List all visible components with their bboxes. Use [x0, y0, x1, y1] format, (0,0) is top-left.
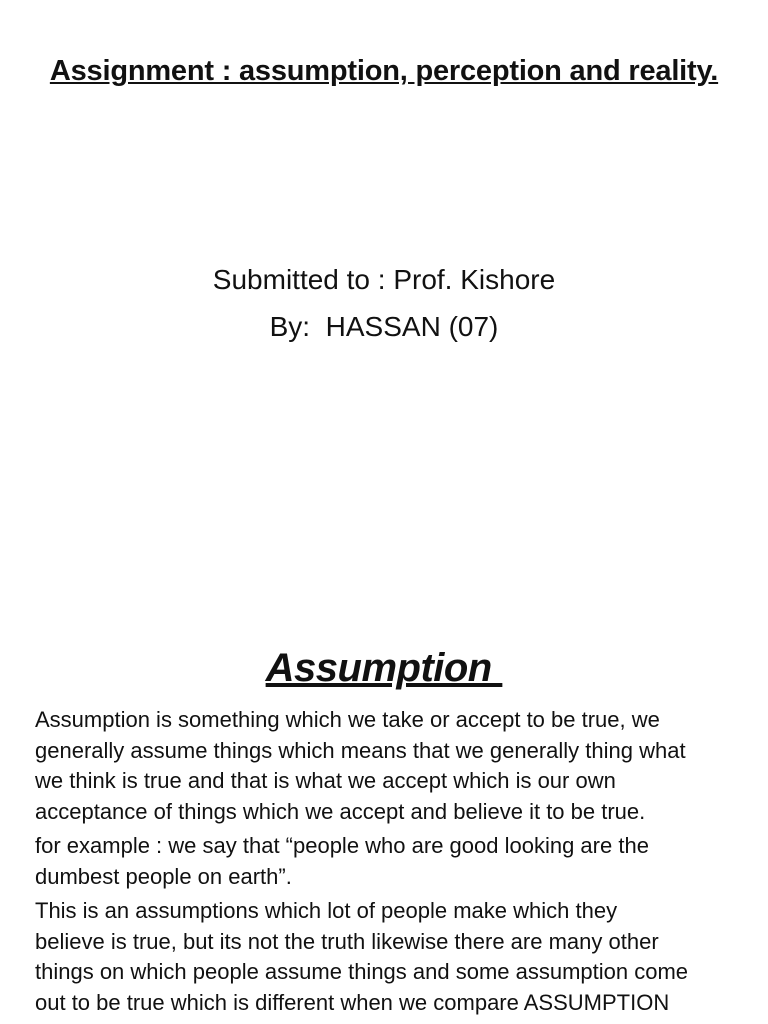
definition-paragraph: Assumption is something which we take or accept to be true, we generally assume things which means that we generally thing what we think is true and that is what we accept which is our own acceptance of things which we accept and believe it to be true.: [35, 707, 686, 824]
assumption-heading: Assumption: [265, 646, 503, 691]
explanation-paragraph: This is an assumptions which lot of people make which they believe is true, but its not the truth likewise there are many other things on which people assume things and some assumption come out to be true which is different when we compare ASSUMPTION: [35, 898, 689, 1015]
assumption-slide: [0, 576, 768, 1024]
example-paragraph: for example : we say that “people who are good looking are the dumbest people on earth”.: [35, 833, 649, 889]
submitted-to-line: Submitted to : Prof. Kishore: [212, 264, 556, 295]
assignment-title: Assignment : assumption, perception and reality.: [49, 55, 719, 88]
assumption-body: [35, 705, 740, 1022]
submission-details: [0, 256, 768, 350]
submitted-by-line: By: HASSAN (07): [269, 311, 499, 342]
